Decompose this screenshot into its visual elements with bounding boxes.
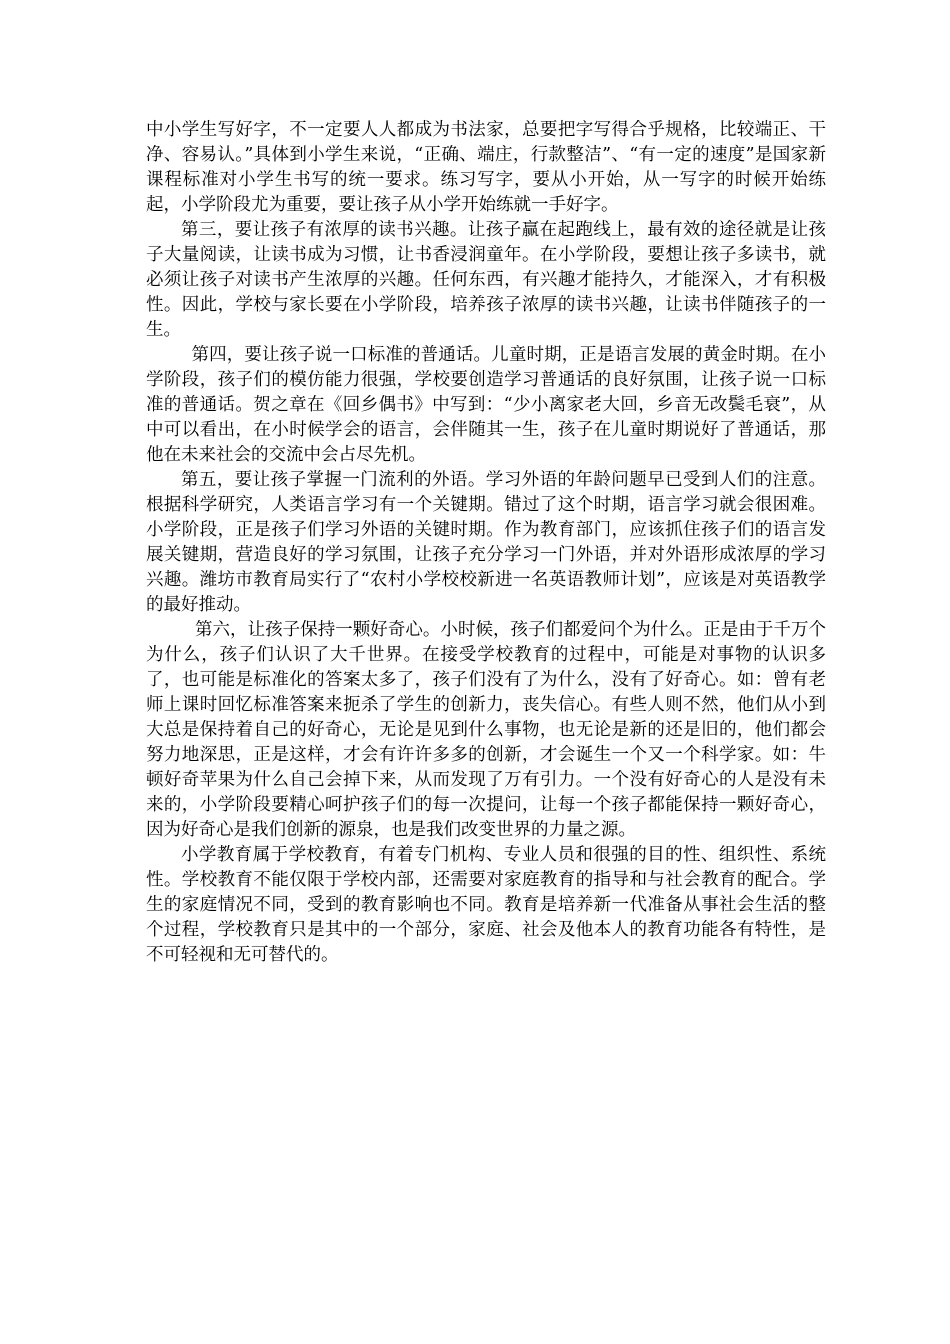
paragraph-school-education: 小学教育属于学校教育，有着专门机构、专业人员和很强的目的性、组织性、系统性。学校教育不能仅限于学校内部，还需要对家庭教育的指导和与社会教育的配合。学生的家庭情况不同，受到的教育影响也不同。教育是培养新一代准备从事社会生活的整个过程，学校教育只是其中的一个部分，家庭、社会及他本人的教育功能各有特性，是不可轻视和无可替代的。 <box>146 845 826 965</box>
paragraph-foreign-language: 第五，要让孩子掌握一门流利的外语。学习外语的年龄问题早已受到人们的注意。根据科学研究，人类语言学习有一个关键期。错过了这个时期，语言学习就会很困难。小学阶段，正是孩子们学习外语的关键时期。作为教育部门，应该抓住孩子们的语言发展关键期，营造良好的学习氛围，让孩子充分学习一门外语，并对外语形成浓厚的学习兴趣。潍坊市教育局实行了“农村小学校校新进一名英语教师计划”，应该是对英语教学的最好推动。 <box>146 470 826 615</box>
paragraph-mandarin: 第四，要让孩子说一口标准的普通话。儿童时期，正是语言发展的黄金时期。在小学阶段，孩子们的模仿能力很强，学校要创造学习普通话的良好氛围，让孩子说一口标准的普通话。贺之章在《回乡偶书》中写到：“少小离家老大回，乡音无改鬓毛衰”，从中可以看出，在小时候学会的语言，会伴随其一生，孩子在儿童时期说好了普通话，那他在未来社会的交流中会占尽先机。 <box>146 345 826 465</box>
paragraph-handwriting: 中小学生写好字，不一定要人人都成为书法家，总要把字写得合乎规格，比较端正、干净、容易认。”具体到小学生来说，“正确、端庄，行款整洁”、“有一定的速度”是国家新课程标准对小学生书写的统一要求。练习写字，要从小开始，从一写字的时候开始练起，小学阶段尤为重要，要让孩子从小学开始练就一手好字。 <box>146 120 826 215</box>
paragraph-reading-interest: 第三，要让孩子有浓厚的读书兴趣。让孩子赢在起跑线上，最有效的途径就是让孩子大量阅读，让读书成为习惯，让书香浸润童年。在小学阶段，要想让孩子多读书，就必须让孩子对读书产生浓厚的兴趣。任何东西，有兴趣才能持久，才能深入，才有积极性。因此，学校与家长要在小学阶段，培养孩子浓厚的读书兴趣，让读书伴随孩子的一生。 <box>146 220 826 340</box>
document-body <box>146 118 826 968</box>
paragraph-curiosity: 第六，让孩子保持一颗好奇心。小时候，孩子们都爱问个为什么。正是由于千万个为什么，孩子们认识了大千世界。在接受学校教育的过程中，可能是对事物的认识多了，也可能是标准化的答案太多了，孩子们没有了为什么，没有了好奇心。如：曾有老师上课时回忆标准答案来扼杀了学生的创新力，丧失信心。有些人则不然，他们从小到大总是保持着自己的好奇心，无论是见到什么事物，也无论是新的还是旧的，他们都会努力地深思，正是这样，才会有许许多多的创新，才会诞生一个又一个科学家。如：牛顿好奇苹果为什么自己会掉下来，从而发现了万有引力。一个没有好奇心的人是没有未来的，小学阶段要精心呵护孩子们的每一次提问，让每一个孩子都能保持一颗好奇心，因为好奇心是我们创新的源泉，也是我们改变世界的力量之源。 <box>146 620 826 840</box>
